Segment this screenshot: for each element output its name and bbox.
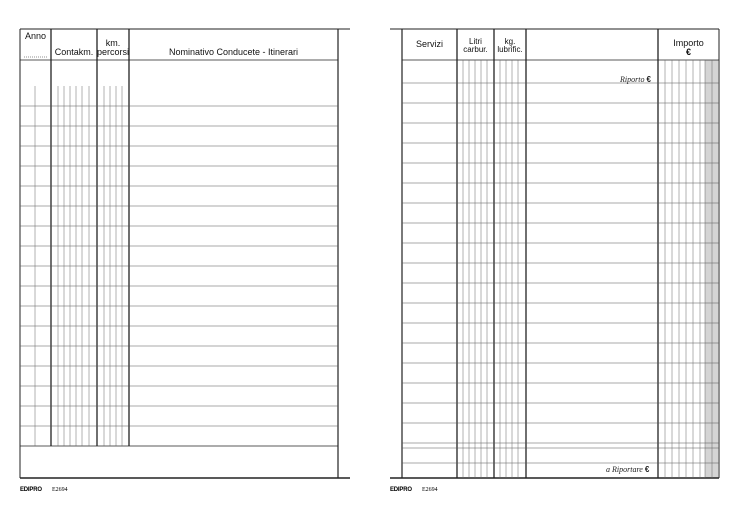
- kg-header-line1: kg.: [504, 37, 516, 46]
- kg-header-line2: lubrific.: [497, 45, 523, 54]
- product-code: E2694: [422, 487, 438, 493]
- a-riportare-label: [606, 465, 649, 474]
- km-header-line1: km.: [105, 38, 121, 48]
- anno-header: Anno: [24, 31, 47, 41]
- importo-header-line1: Importo: [673, 38, 704, 48]
- litri-header-line1: Litri: [469, 37, 482, 46]
- euro-icon: €: [646, 75, 651, 84]
- a-riportare-text: a Riportare: [606, 465, 643, 474]
- nominativo-header: Nominativo Conducete - Itinerari: [168, 47, 299, 57]
- brand-logo: EDIPRO: [390, 487, 412, 493]
- riporto-text: Riporto: [620, 75, 645, 84]
- brand-logo: EDIPRO: [20, 487, 42, 493]
- euro-icon: €: [644, 465, 650, 474]
- litri-header-line2: carbur.: [463, 45, 488, 54]
- servizi-header: Servizi: [415, 39, 443, 49]
- contakm-header: Contakm.: [54, 47, 94, 57]
- importo-currency-header: €: [685, 47, 691, 57]
- riporto-label: [620, 75, 651, 84]
- km-header-line2: percorsi: [97, 47, 130, 57]
- product-code: E2694: [52, 487, 68, 493]
